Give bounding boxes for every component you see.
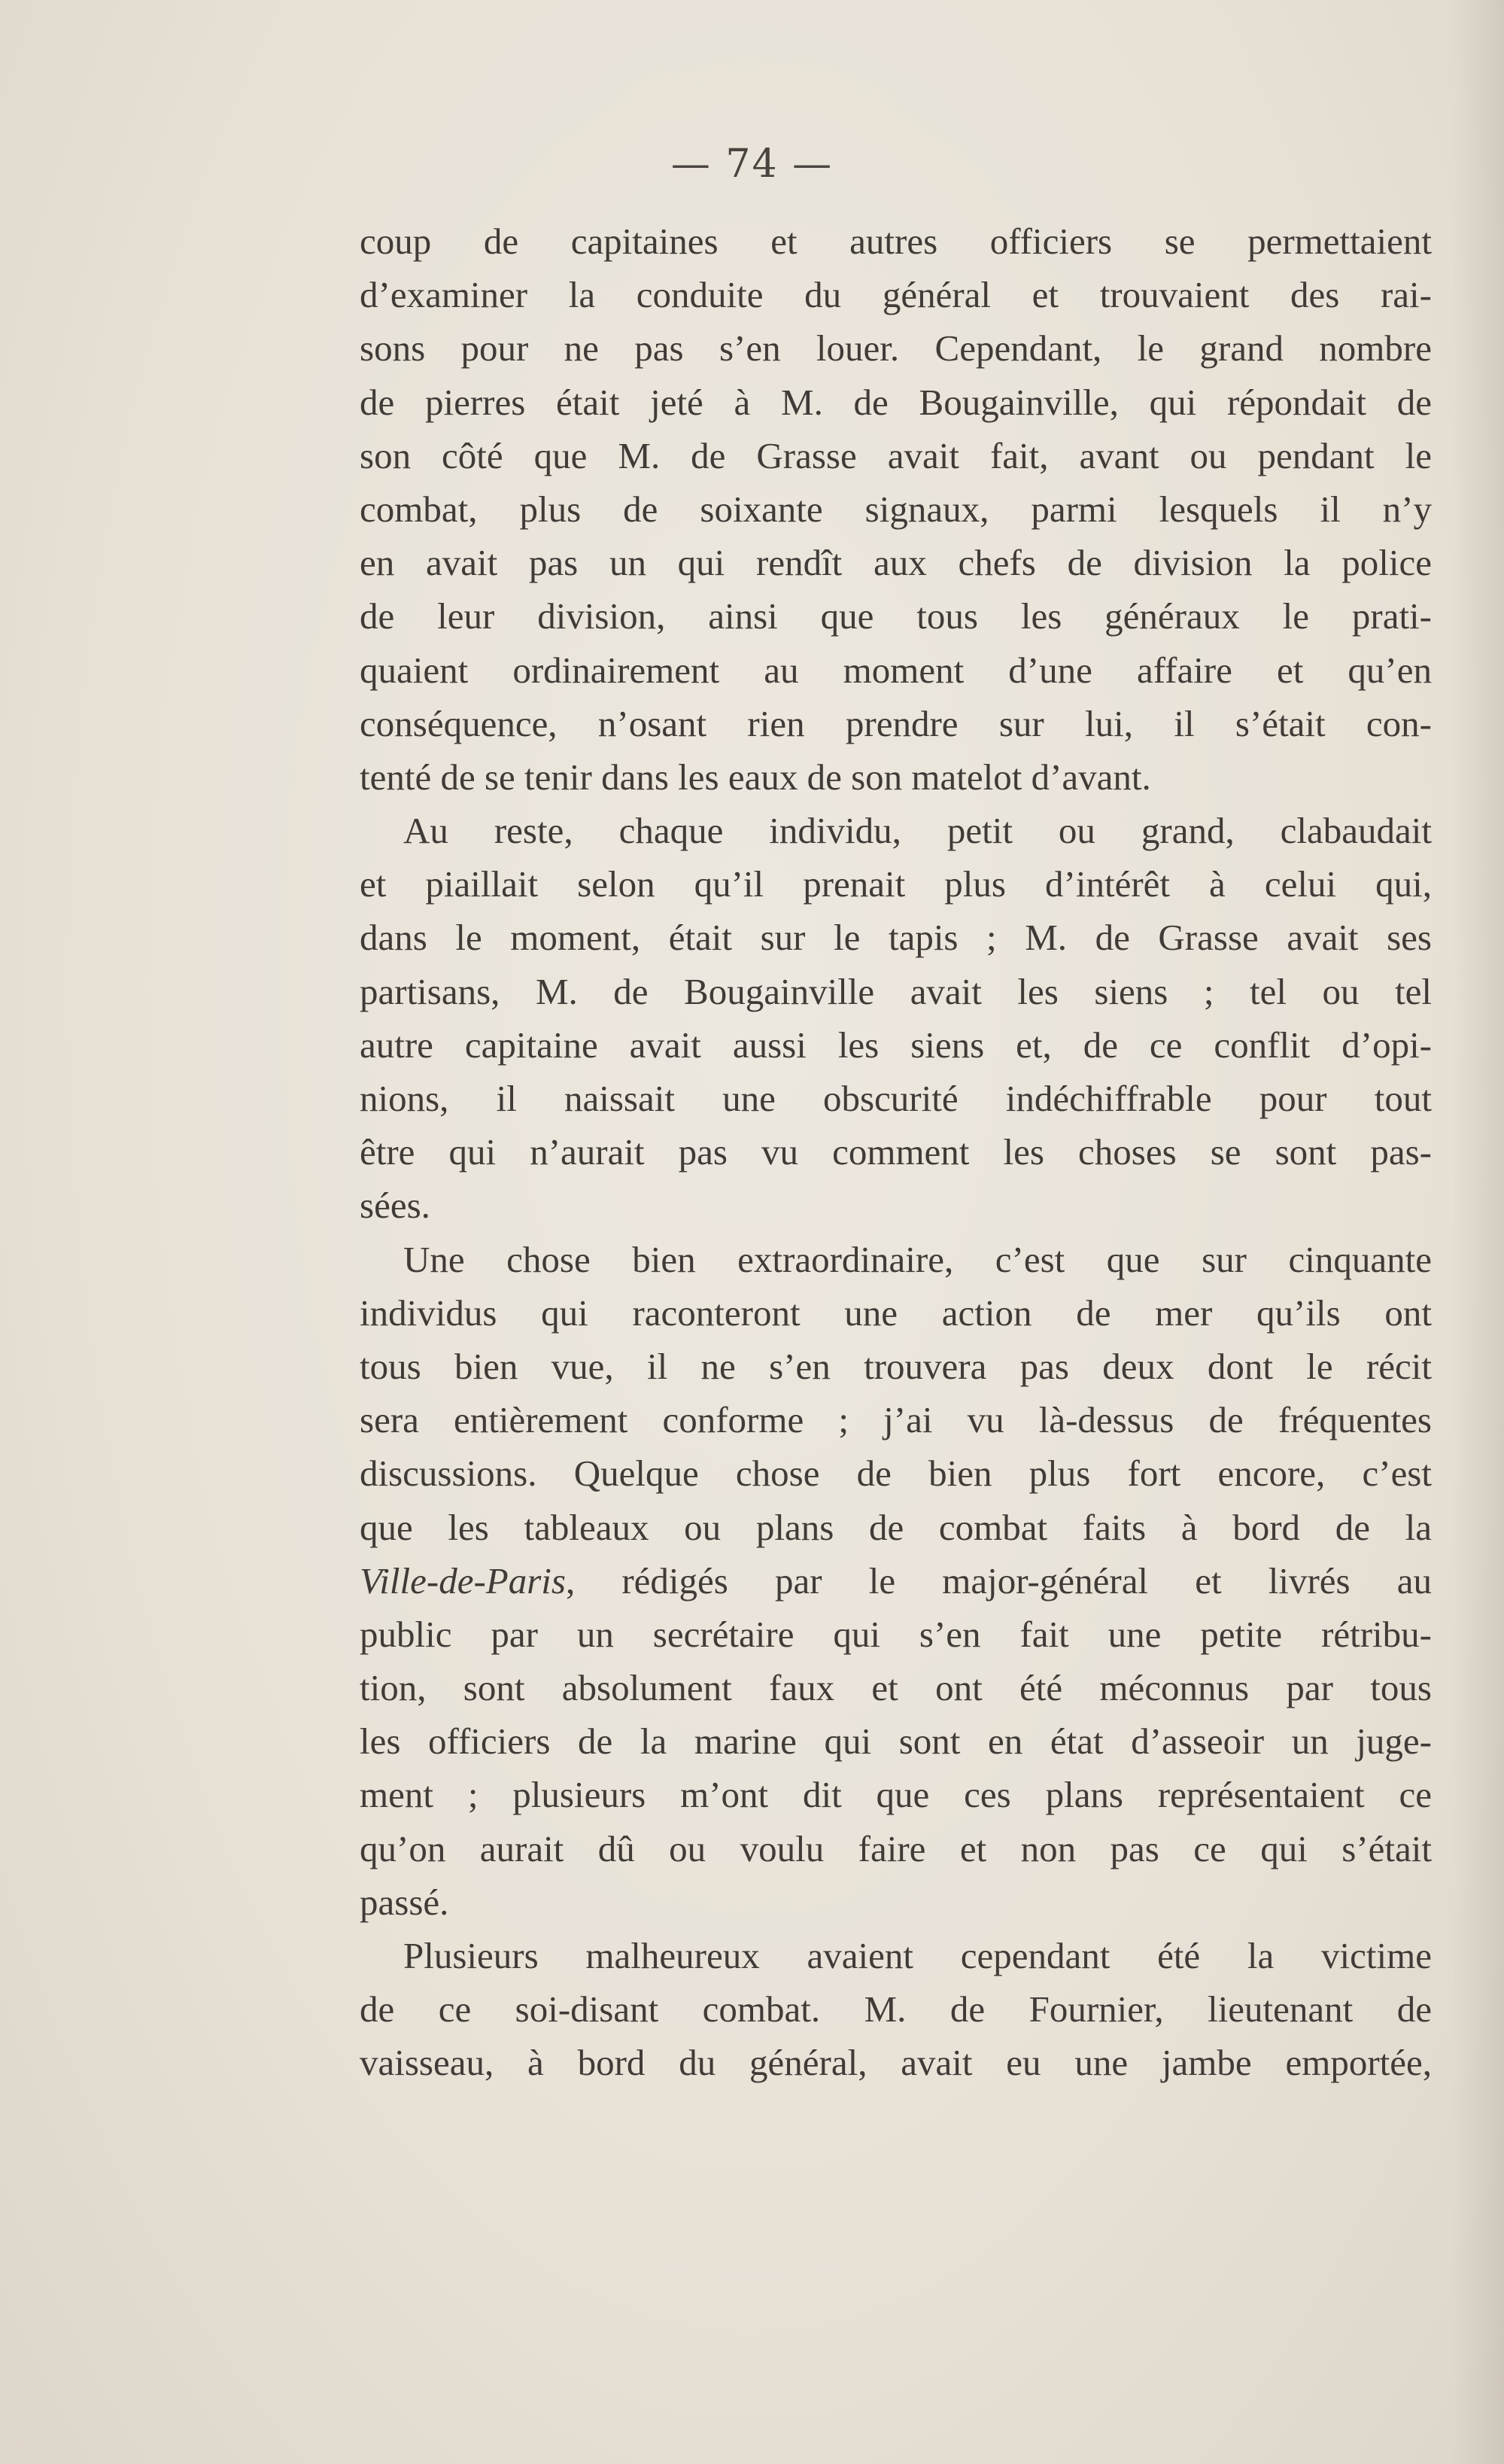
page-number: — 74 — xyxy=(670,141,834,187)
text-line: tous bien vue, il ne s’en trouvera pas deux dont le récit xyxy=(360,1345,1432,1387)
text-line: partisans, M. de Bougainville avait les siens ; tel ou tel xyxy=(360,970,1432,1012)
text-line: vaisseau, à bord du général, avait eu une jambe emportée, xyxy=(360,2042,1432,2084)
text-line: que les tableaux ou plans de combat faits à bord de la xyxy=(360,1506,1432,1548)
text-line: son côté que M. de Grasse avait fait, avant ou pendant le xyxy=(360,434,1432,476)
text-line: individus qui raconteront une action de mer qu’ils ont xyxy=(360,1291,1432,1334)
text-line: discussions. Quelque chose de bien plus fort encore, c’est xyxy=(360,1453,1432,1495)
text-line: tion, sont absolument faux et ont été méconnus par tous xyxy=(360,1667,1432,1709)
text-line: de ce soi-disant combat. M. de Fournier, lieutenant de xyxy=(360,1988,1432,2031)
page-edge-shadow xyxy=(1451,0,1504,2464)
text-line: coup de capitaines et autres officiers se permettaient xyxy=(360,221,1432,262)
text-line: Une chose bien extraordinaire, c’est que sur cinquante xyxy=(403,1238,1432,1280)
text-line: tenté de se tenir dans les eaux de son matelot d’avant. xyxy=(360,756,1151,798)
text-line: nions, il naissait une obscurité indéchiffrable pour tout xyxy=(360,1078,1432,1119)
text-line: autre capitaine avait aussi les siens et, de ce conflit d’opi- xyxy=(360,1024,1432,1066)
text-line: dans le moment, était sur le tapis ; M. de Grasse avait ses xyxy=(360,917,1432,959)
text-line: de pierres était jeté à M. de Bougainville, qui répondait de xyxy=(360,381,1432,423)
text-line: public par un secrétaire qui s’en fait une petite rétribu- xyxy=(360,1613,1432,1655)
text-line: de leur division, ainsi que tous les généraux le prati- xyxy=(360,595,1432,637)
text-line: les officiers de la marine qui sont en état d’asseoir un juge- xyxy=(360,1720,1432,1763)
text-line: ment ; plusieurs m’ont dit que ces plans représentaient ce xyxy=(360,1774,1432,1816)
italic-ship-name: Ville-de-Paris xyxy=(360,1559,566,1602)
text-line: passé. xyxy=(360,1881,449,1923)
text-line: d’examiner la conduite du général et trouvaient des rai- xyxy=(360,274,1432,316)
text-line: Plusieurs malheureux avaient cependant été la victime xyxy=(403,1935,1432,1976)
text-line: quaient ordinairement au moment d’une affaire et qu’en xyxy=(360,649,1432,691)
text-line: et piaillait selon qu’il prenait plus d’intérêt à celui qui, xyxy=(360,863,1432,905)
text-line: sées. xyxy=(360,1185,430,1227)
text-line: être qui n’aurait pas vu comment les choses se sont pas- xyxy=(360,1131,1432,1173)
text-line: combat, plus de soixante signaux, parmi lesquels il n’y xyxy=(360,488,1432,530)
text-line: qu’on aurait dû ou voulu faire et non pas ce qui s’était xyxy=(360,1827,1432,1869)
text-line: en avait pas un qui rendît aux chefs de division la police xyxy=(360,542,1432,584)
text-line: Ville-de-Paris, rédigés par le major-général et livrés au xyxy=(360,1559,1432,1602)
text-line: Au reste, chaque individu, petit ou grand, clabaudait xyxy=(403,810,1432,852)
text-line: conséquence, n’osant rien prendre sur lui, il s’était con- xyxy=(360,702,1432,744)
text-line: sons pour ne pas s’en louer. Cependant, le grand nombre xyxy=(360,327,1432,370)
text-line: sera entièrement conforme ; j’ai vu là-dessus de fréquentes xyxy=(360,1399,1432,1441)
body-text xyxy=(360,214,1432,2090)
